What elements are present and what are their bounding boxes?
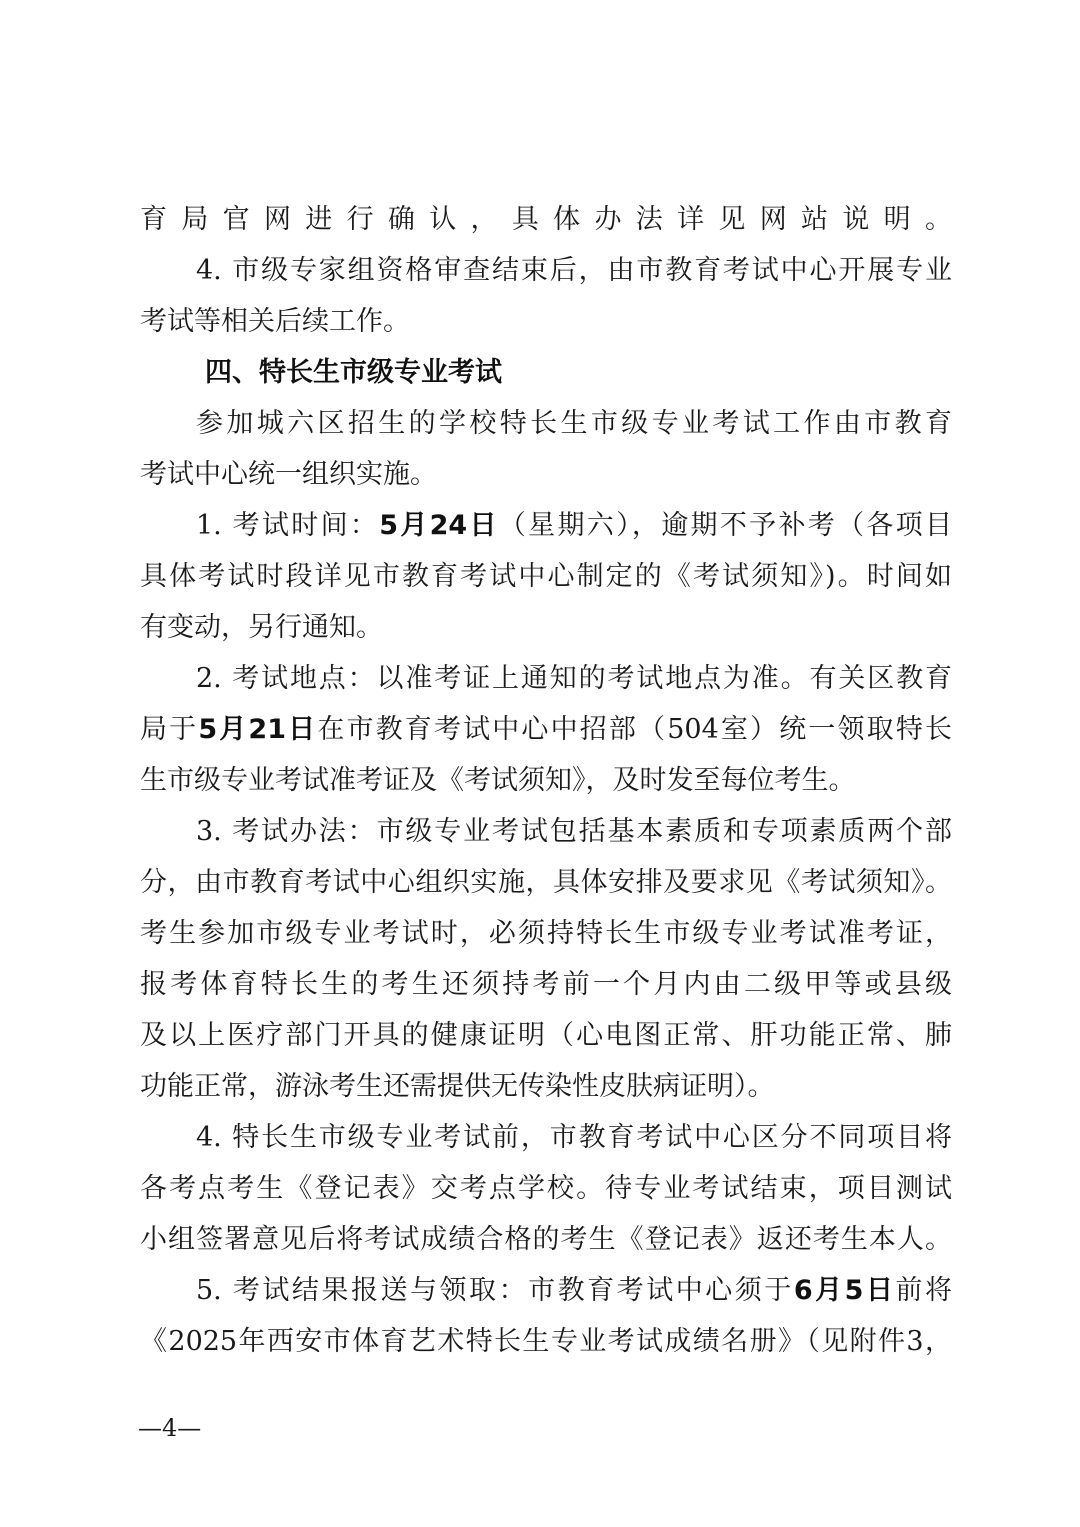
paragraph-line: 4. 特长生市级专业考试前，市教育考试中心区分不同项目将 (196, 1122, 952, 1153)
item-text: 前将 (895, 1275, 952, 1306)
paragraph-line: 具体考试时段详见市教育考试中心制定的《考试须知》)。时间如 (140, 561, 952, 592)
highlighted-date: 5月21日 (198, 714, 318, 745)
paragraph-line: 及以上医疗部门开具的健康证明（心电图正常、肝功能正常、肺 (140, 1020, 952, 1051)
paragraph-line: 有变动，另行通知。 (140, 612, 383, 643)
paragraph-line: 小组签署意见后将考试成绩合格的考生《登记表》返还考生本人。 (140, 1224, 952, 1255)
item-text: 局于 (140, 714, 199, 745)
paragraph-line: 考试等相关后续工作。 (140, 306, 410, 337)
section-heading: 四、特长生市级专业考试 (205, 357, 502, 388)
paragraph-line: 各考点考生《登记表》交考点学校。待专业考试结束，项目测试 (140, 1173, 952, 1204)
paragraph-line: 育局官网进行确认，具体办法详见网站说明。 (140, 204, 952, 235)
paragraph-line (140, 705, 952, 755)
paragraph-line: 2. 考试地点：以准考证上通知的考试地点为准。有关区教育 (196, 663, 952, 694)
highlighted-date: 5月24日 (379, 510, 499, 541)
paragraph-line: 《2025年西安市体育艺术特长生专业考试成绩名册》（见附件3， (140, 1326, 952, 1357)
item-text: 5. 考试结果报送与领取：市教育考试中心须于 (196, 1275, 794, 1306)
paragraph-line: 3. 考试办法：市级专业考试包括基本素质和专项素质两个部 (196, 816, 952, 847)
paragraph-line: 考试中心统一组织实施。 (140, 459, 437, 490)
paragraph-line: 报考体育特长生的考生还须持考前一个月内由二级甲等或县级 (140, 969, 952, 1000)
paragraph-line (196, 1266, 952, 1316)
paragraph-line: 分，由市教育考试中心组织实施，具体安排及要求见《考试须知》。 (140, 867, 952, 898)
paragraph-line: 参加城六区招生的学校特长生市级专业考试工作由市教育 (196, 408, 952, 439)
item-text: （星期六），逾期不予补考（各项目 (498, 510, 952, 541)
paragraph-line: 4. 市级专家组资格审查结束后，由市教育考试中心开展专业 (196, 255, 952, 286)
item-text: 1. 考试时间： (196, 510, 380, 541)
highlighted-date: 6月5日 (793, 1275, 896, 1306)
paragraph-line: 生市级专业考试准考证及《考试须知》，及时发至每位考生。 (140, 765, 856, 796)
paragraph-line: 功能正常，游泳考生还需提供无传染性皮肤病证明）。 (140, 1071, 775, 1102)
paragraph-line (196, 501, 952, 551)
paragraph-line: 考生参加市级专业考试时，必须持特长生市级专业考试准考证， (140, 918, 952, 949)
page-number: —4— (138, 1414, 202, 1442)
item-text: 在市教育考试中心中招部（504室）统一领取特长 (317, 714, 952, 745)
